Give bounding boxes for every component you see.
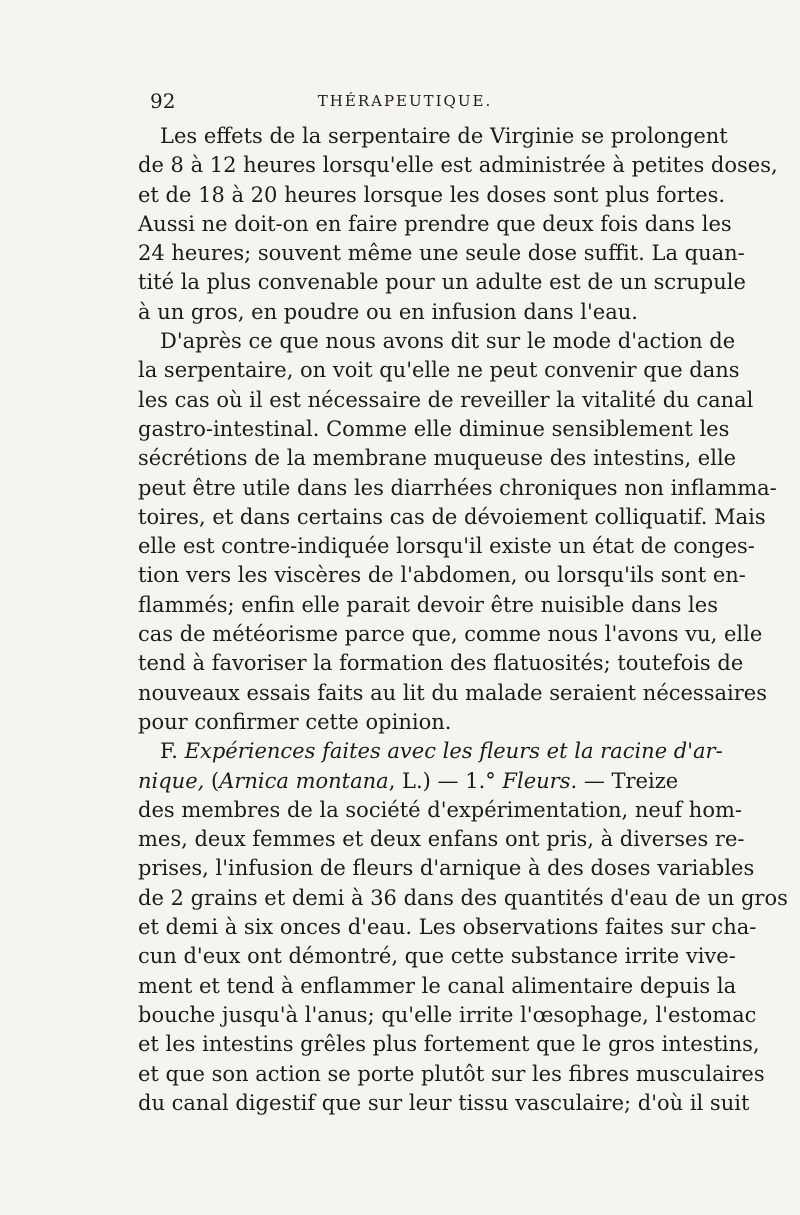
text-line: gastro-intestinal. Comme elle diminue sensiblement les [138, 416, 730, 441]
text-line: flammés; enfin elle parait devoir être nuisible dans les [138, 592, 718, 617]
text-line: des membres de la société d'expérimentation, neuf hom- [138, 797, 742, 822]
section-f-treize: — Treize [577, 768, 679, 793]
section-f-title-part-1: Expériences faites avec les fleurs et la racine d'ar- [184, 739, 723, 764]
text-line: tend à favoriser la formation des flatuosités; toutefois de [138, 651, 744, 676]
section-f-label: F. [160, 739, 178, 764]
text-line: et que son action se porte plutôt sur les fibres musculaires [138, 1061, 765, 1086]
paragraphs-serpentaire [138, 122, 778, 737]
text-line: prises, l'infusion de fleurs d'arnique à des doses variables [138, 856, 755, 881]
text-line: toires, et dans certains cas de dévoiement colliquatif. Mais [138, 504, 766, 529]
text-line: peut être utile dans les diarrhées chroniques non inflamma- [138, 475, 777, 500]
text-line: tion vers les viscères de l'abdomen, ou lorsqu'ils sont en- [138, 563, 746, 588]
text-line: Les effets de la serpentaire de Virginie se prolongent [160, 124, 728, 148]
text-line: les cas où il est nécessaire de reveiller la vitalité du canal [138, 387, 754, 412]
text-line: de 8 à 12 heures lorsqu'elle est administrée à petites doses, [138, 153, 778, 178]
text-line: D'après ce que nous avons dit sur le mode d'action de [160, 329, 736, 354]
section-f-species: Arnica montana [219, 768, 389, 793]
text-line: de 2 grains et demi à 36 dans des quantités d'eau de un gros [138, 885, 788, 910]
text-line: cas de météorisme parce que, comme nous l'avons vu, elle [138, 622, 763, 647]
section-f-authority: , L.) — 1.° [388, 768, 503, 793]
section-f-heading-line-1 [138, 737, 723, 766]
text-line: tité la plus convenable pour un adulte est de un scrupule [138, 270, 746, 295]
text-line: 24 heures; souvent même une seule dose suffit. La quan- [138, 241, 745, 266]
text-line: et les intestins grêles plus fortement que le gros intestins, [138, 1032, 760, 1057]
section-f-heading-line-2 [138, 767, 679, 796]
text-line: pour confirmer cette opinion. [138, 709, 452, 734]
text-line: cun d'eux ont démontré, que cette substance irrite vive- [138, 944, 736, 969]
section-f-title-part-2: nique, [138, 768, 205, 793]
section-f-fleurs: Fleurs. [502, 768, 578, 793]
text-line: la serpentaire, on voit qu'elle ne peut convenir que dans [138, 358, 740, 383]
body-text [138, 122, 788, 1118]
text-line: et de 18 à 20 heures lorsque les doses sont plus fortes. [138, 182, 726, 207]
paragraph-arnica [138, 796, 788, 1118]
text-line: Aussi ne doit-on en faire prendre que deux fois dans les [138, 211, 732, 236]
text-line: ment et tend à enflammer le canal alimentaire depuis la [138, 973, 737, 998]
text-line: mes, deux femmes et deux enfans ont pris, à diverses re- [138, 827, 745, 852]
running-title: THÉRAPEUTIQUE. [317, 92, 493, 110]
page-header [150, 86, 660, 116]
section-f-paren: ( [204, 768, 220, 793]
text-line: elle est contre-indiquée lorsqu'il existe un état de conges- [138, 534, 755, 559]
text-line: nouveaux essais faits au lit du malade seraient nécessaires [138, 680, 767, 705]
page-number: 92 [150, 89, 176, 113]
text-line: et demi à six onces d'eau. Les observations faites sur cha- [138, 915, 757, 940]
text-line: du canal digestif que sur leur tissu vasculaire; d'où il suit [138, 1090, 750, 1115]
text-line: sécrétions de la membrane muqueuse des intestins, elle [138, 446, 737, 471]
text-line: à un gros, en poudre ou en infusion dans l'eau. [138, 299, 638, 324]
text-line: bouche jusqu'à l'anus; qu'elle irrite l'œsophage, l'estomac [138, 1002, 757, 1027]
